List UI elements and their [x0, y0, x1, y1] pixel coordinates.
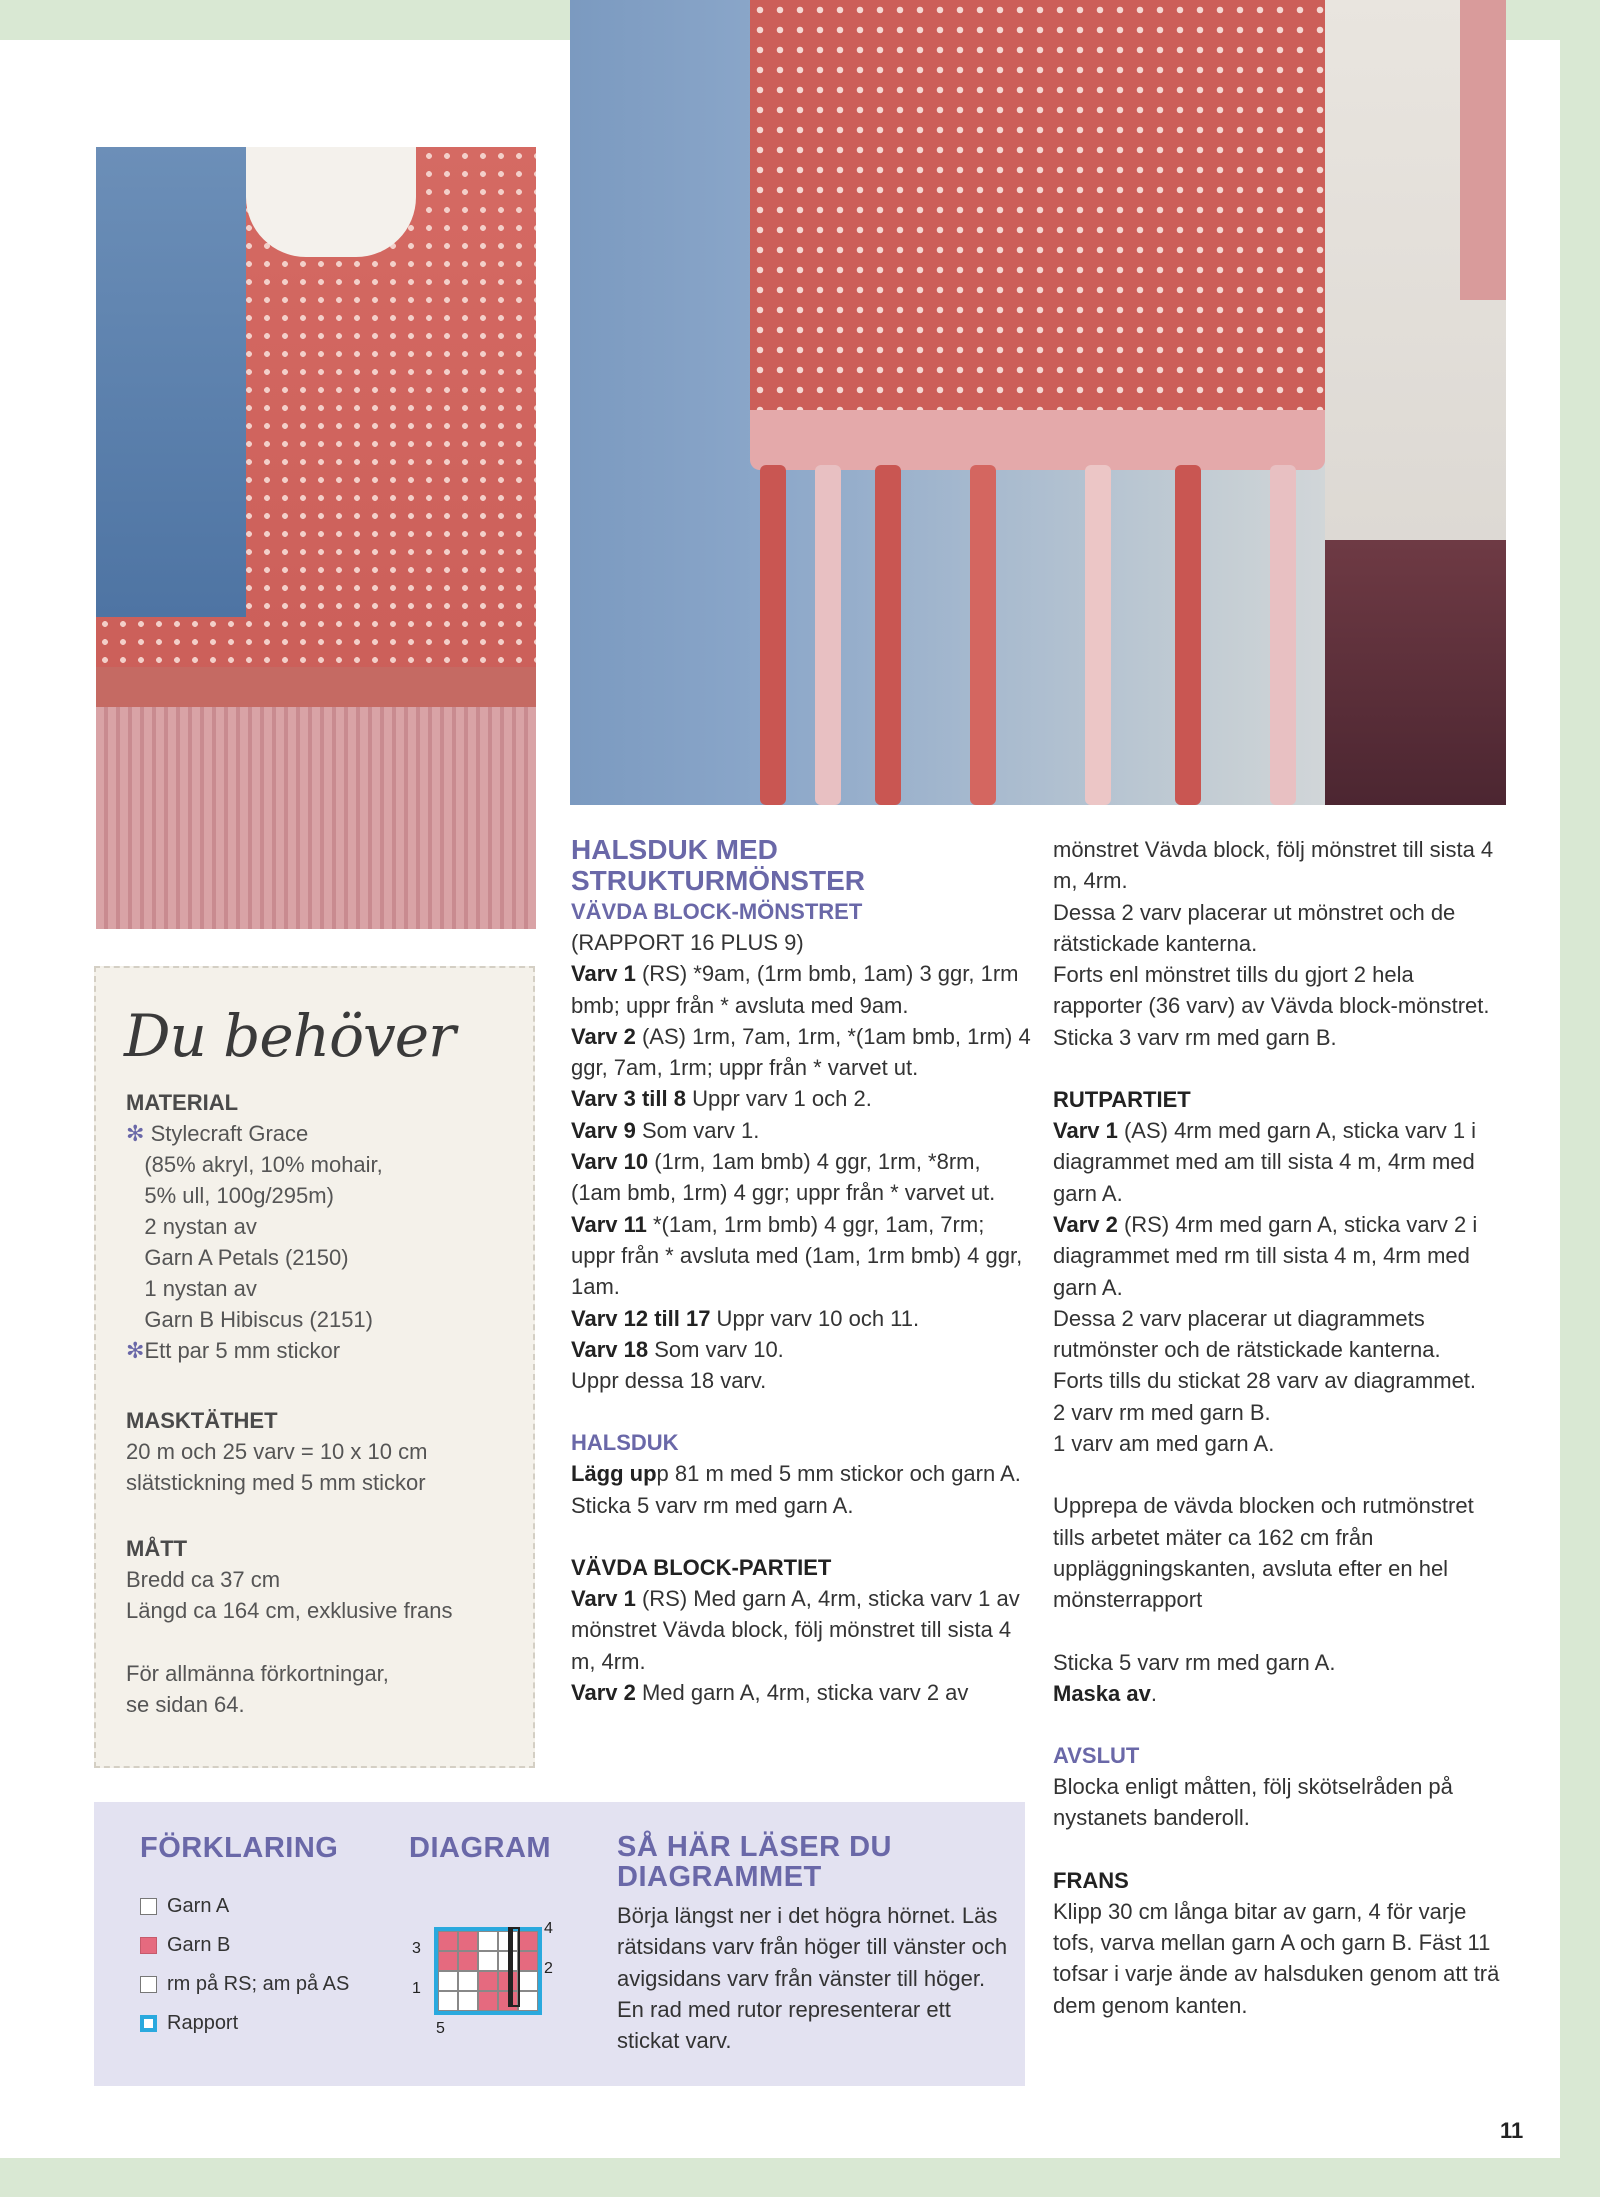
diagram-cell	[458, 1931, 478, 1951]
gauge-line: slätstickning med 5 mm stickor	[126, 1470, 426, 1495]
gauge-line: 20 m och 25 varv = 10 x 10 cm	[126, 1439, 428, 1464]
pattern-column-1	[571, 834, 1031, 1708]
instruction: Sticka 5 varv rm med garn A.	[1053, 1649, 1336, 1675]
abbr-line: se sidan 64.	[126, 1692, 245, 1717]
instruction: 2 varv rm med garn B.	[1053, 1399, 1271, 1425]
scarf-rib-pattern	[96, 707, 536, 929]
fringe-tassel	[1175, 465, 1201, 805]
material-line: 2 nystan av	[144, 1214, 257, 1239]
row-instruction: Varv 1 (AS) 4rm med garn A, sticka varv 1 i diagrammet med am till sista 4 m, 4rm med garn A.	[1053, 1118, 1477, 1206]
legend-item-stitch: rm på RS; am på AS	[140, 1973, 349, 1996]
row-instruction: Varv 10 (1rm, 1am bmb) 4 ggr, 1rm, *8rm, (1am bmb, 1rm) 4 ggr; uppr från * varvet ut.	[571, 1149, 996, 1206]
legend-item-yarn-b: Garn B	[140, 1934, 230, 1957]
row-instruction: Varv 3 till 8 Uppr varv 1 och 2.	[571, 1086, 872, 1112]
finishing-heading: AVSLUT	[1053, 1743, 1140, 1769]
row-instruction: Varv 1 (RS) *9am, (1rm bmb, 1am) 3 ggr, 1rm bmb; uppr från * avsluta med 9am.	[571, 961, 1019, 1018]
scarf-photo-left	[96, 147, 536, 929]
howto-title: SÅ HÄR LÄSER DU DIAGRAMMET	[617, 1831, 892, 1893]
gauge-heading: MASKTÄTHET	[126, 1408, 278, 1433]
knit-instruction: Sticka 5 varv rm med garn A.	[571, 1492, 854, 1518]
instruction: Sticka 3 varv rm med garn B.	[1053, 1024, 1337, 1050]
diagram-row-label: 2	[544, 1960, 553, 1977]
diagram-cell	[438, 1971, 458, 1991]
legend-title: FÖRKLARING	[140, 1832, 339, 1864]
material-heading: MATERIAL	[126, 1090, 239, 1115]
scarf-edge	[1460, 0, 1506, 300]
pattern-title: HALSDUK MED STRUKTURMÖNSTER	[571, 834, 865, 896]
legend-panel	[94, 1802, 1025, 2086]
asterisk-icon: ✻	[126, 1121, 145, 1146]
legend-item-repeat: Rapport	[140, 2012, 238, 2035]
shirt-detail	[246, 147, 416, 257]
material-line: 1 nystan av	[144, 1276, 257, 1301]
materials-title: Du behöver	[124, 1002, 455, 1070]
fringe-tassel	[970, 465, 996, 805]
material-line: Garn A Petals (2150)	[144, 1245, 349, 1270]
instruction: Dessa 2 varv placerar ut diagrammets rutmönster och de rätstickade kanterna.	[1053, 1305, 1441, 1363]
knitting-diagram-grid	[434, 1927, 542, 2015]
size-text	[126, 1564, 453, 1626]
white-square-icon	[140, 1976, 157, 1993]
material-line: 5% ull, 100g/295m)	[144, 1183, 334, 1208]
asterisk-icon: ✻	[126, 1338, 145, 1363]
diagram-cell	[478, 1931, 498, 1951]
diagram-row-label: 3	[412, 1940, 421, 1957]
howto-text: Börja längst ner i det högra hörnet. Läs rätsidans varv från höger till vänster och avigsidans varv från vänster till höger. En rad med rutor representerar ett stickat varv.	[617, 1903, 1008, 2054]
woven-block-heading: VÄVDA BLOCK-MÖNSTRET	[571, 899, 863, 924]
fringe-tassel	[1270, 465, 1296, 805]
row-instruction: Varv 2 (AS) 1rm, 7am, 1rm, *(1am bmb, 1rm) 4 ggr, 7am, 1rm; uppr från * varvet ut.	[571, 1023, 1031, 1081]
row-instruction: Varv 2 (RS) 4rm med garn A, sticka varv 2 i diagrammet med rm till sista 4 m, 4rm med garn A.	[1053, 1211, 1478, 1300]
jacket-sleeve	[1325, 540, 1506, 805]
row-instruction: Varv 2 Med garn A, 4rm, sticka varv 2 av	[571, 1679, 969, 1705]
diagram-row-label: 1	[412, 1980, 421, 1997]
scarf-band	[96, 667, 536, 707]
fringe-tassel	[1085, 465, 1111, 805]
row-instruction-continued: mönstret Vävda block, följ mönstret till sista 4 m, 4rm.	[1053, 837, 1494, 894]
instruction: 1 varv am med garn A.	[1053, 1431, 1275, 1457]
diagram-row-bracket	[508, 1927, 520, 2007]
diagram-cell	[458, 1971, 478, 1991]
material-list	[126, 1118, 383, 1366]
pattern-column-2	[1053, 834, 1508, 2021]
scarf-garter-border	[750, 410, 1325, 470]
pink-square-icon	[140, 1937, 157, 1954]
abbreviations-note	[126, 1658, 389, 1720]
instruction: Upprepa de vävda blocken och rutmönstret tills arbetet mäter ca 162 cm från uppläggningskanten, avsluta efter en hel mönsterrapport	[1053, 1493, 1474, 1613]
row-instruction: Varv 18 Som varv 10.	[571, 1336, 784, 1362]
fringe-heading: FRANS	[1053, 1867, 1129, 1893]
fringe-tassel	[875, 465, 901, 805]
row-instruction: Varv 11 *(1am, 1rm bmb) 4 ggr, 1am, 7rm; uppr från * avsluta med (1am, 1rm bmb) 4 ggr, 1am.	[571, 1211, 1023, 1300]
diagram-cell	[478, 1971, 498, 1991]
size-line: Bredd ca 37 cm	[126, 1567, 281, 1592]
woven-block-section-heading: VÄVDA BLOCK-PARTIET	[571, 1555, 832, 1581]
fringe-text: Klipp 30 cm långa bitar av garn, 4 för varje tofs, varva mellan garn A och garn B. Fäst 11 tofsar i varje ände av halsduken genom att trä dem genom kanten.	[1053, 1898, 1500, 2018]
diagram-title: DIAGRAM	[409, 1832, 552, 1864]
scarf-heading: HALSDUK	[571, 1430, 679, 1456]
diagram-cell	[438, 1991, 458, 2011]
diagram-cell	[518, 1991, 538, 2011]
material-line: (85% akryl, 10% mohair,	[144, 1152, 383, 1177]
diagram-cell	[438, 1931, 458, 1951]
materials-card	[94, 966, 535, 1768]
page-number: 11	[1500, 2118, 1524, 2143]
diagram-cell	[458, 1951, 478, 1971]
abbr-line: För allmänna förkortningar,	[126, 1661, 389, 1686]
diagram-column-label: 5	[436, 2020, 445, 2037]
repeat-note: (RAPPORT 16 PLUS 9)	[571, 930, 804, 955]
diagram-row-label: 4	[544, 1920, 553, 1937]
cast-on-instruction: Lägg upp 81 m med 5 mm stickor och garn A.	[571, 1461, 1021, 1487]
scarf-photo-right	[570, 0, 1506, 805]
scarf-check-pattern	[750, 0, 1325, 440]
instruction: Forts tills du stickat 28 varv av diagrammet.	[1053, 1368, 1477, 1394]
top-band	[0, 0, 570, 40]
material-line: Ett par 5 mm stickor	[144, 1338, 341, 1363]
fringe-tassel	[815, 465, 841, 805]
instruction: Forts enl mönstret tills du gjort 2 hela rapporter (36 varv) av Vävda block-mönstret.	[1053, 962, 1490, 1019]
repeat-square-icon	[140, 2015, 157, 2032]
material-line: Garn B Hibiscus (2151)	[144, 1307, 373, 1332]
row-instruction: Varv 1 (RS) Med garn A, 4rm, sticka varv 1 av mönstret Vävda block, följ mönstret till sista 4 m, 4rm.	[571, 1586, 1020, 1674]
diagram-cell	[518, 1931, 538, 1951]
diagram-cell	[458, 1991, 478, 2011]
diagram-cell	[478, 1991, 498, 2011]
check-section-heading: RUTPARTIET	[1053, 1087, 1191, 1113]
diagram-cell	[518, 1971, 538, 1991]
size-line: Längd ca 164 cm, exklusive frans	[126, 1598, 453, 1623]
white-square-icon	[140, 1898, 157, 1915]
diagram-cell	[518, 1951, 538, 1971]
gauge-text	[126, 1436, 427, 1498]
legend-item-yarn-a: Garn A	[140, 1895, 229, 1918]
material-line: Stylecraft Grace	[150, 1121, 309, 1146]
row-instruction: Varv 12 till 17 Uppr varv 10 och 11.	[571, 1305, 920, 1331]
instruction: Dessa 2 varv placerar ut mönstret och de rätstickade kanterna.	[1053, 899, 1456, 956]
diagram-cell	[438, 1951, 458, 1971]
row-instruction: Varv 9 Som varv 1.	[571, 1117, 760, 1143]
finishing-text: Blocka enligt måtten, följ skötselråden på nystanets banderoll.	[1053, 1774, 1453, 1831]
fringe-tassel	[760, 465, 786, 805]
jeans-detail	[96, 147, 246, 617]
bind-off-instruction: Maska av.	[1053, 1680, 1157, 1706]
diagram-cell	[478, 1951, 498, 1971]
repeat-instruction: Uppr dessa 18 varv.	[571, 1368, 767, 1394]
size-heading: MÅTT	[126, 1536, 188, 1561]
